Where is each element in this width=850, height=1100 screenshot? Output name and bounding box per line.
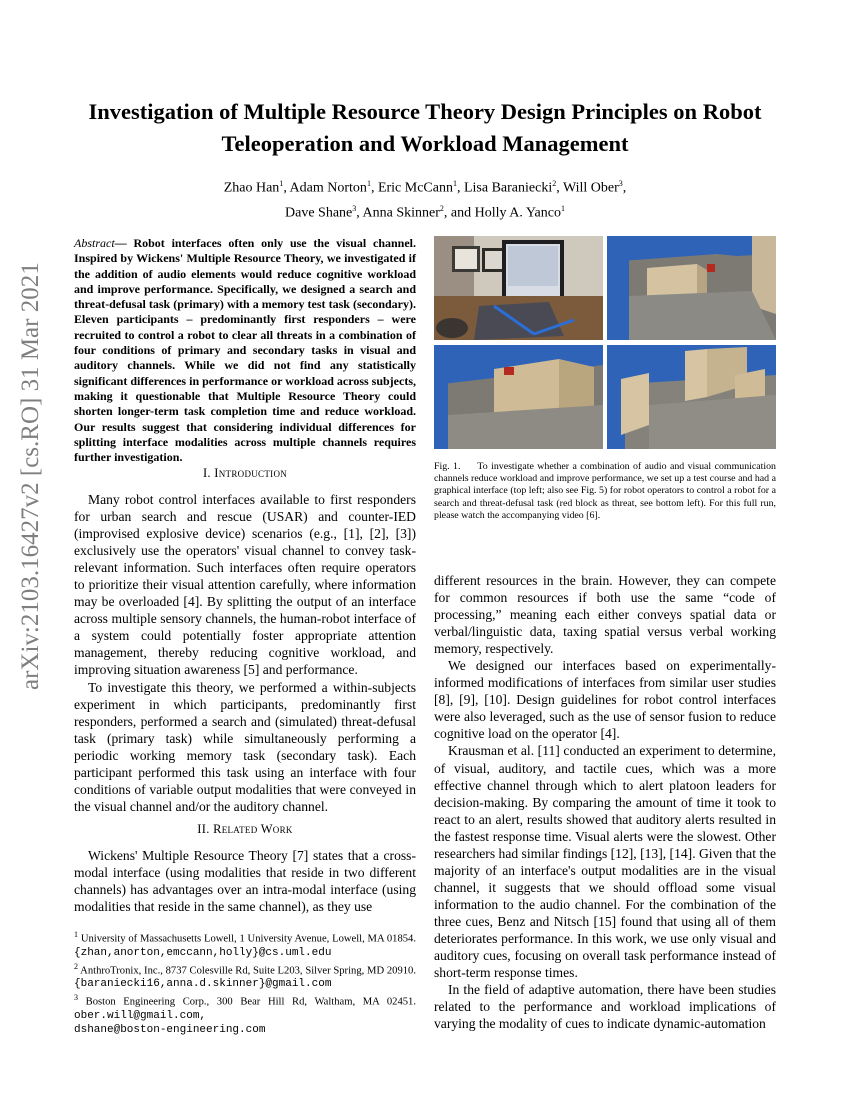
- abstract-label: Abstract: [74, 236, 115, 250]
- author-affiliation-mark: 1: [452, 179, 457, 188]
- introduction-body: [74, 491, 416, 815]
- footnote-email: dshane@boston-engineering.com: [74, 1023, 266, 1036]
- photo-test-course-bottom: [607, 345, 776, 449]
- paragraph: Krausman et al. [11] conducted an experiment to determine, of visual, auditory, and tactile cues, which was a more effective channel through which to alert platoon leaders for decision-making. By comparing the amount of time it took to react to an alert, results showed that auditory alerts resulted in the fastest response time. Visual alerts were the slowest. Other researchers had similar findings [12], [13], [14]. Given that the majority of an interface's output modalities are in the visual channel, it suggests that we should offload some visual information to the audio channel. For the combination of the three cues, Benz and Nitsch [15] found that using all of them deteriorates performance. In this work, we use only visual and auditory cues, focusing on overall task performance instead of short-term response times.: [434, 743, 777, 981]
- author-name: Dave Shane: [285, 205, 353, 221]
- footnote-1: $^1$ University of Massachusetts Lowell, 1 University Avenue, Lowell, MA 01854. {zhan,anorton,emccann,holly}@cs.uml.edu: [74, 930, 416, 959]
- course-walls-illustration: [607, 345, 776, 449]
- paragraph: In the field of adaptive automation, there have been studies related to the performance and workload implications of varying the modality of cues to indicate dynamic-automation: [434, 982, 776, 1032]
- footnote-3: $^3$ Boston Engineering Corp., 300 Bear Hill Rd, Waltham, MA 02451. ober.will@gmail.com, dshane@boston-engineering.com: [74, 993, 416, 1036]
- author-affiliation-mark: 1: [279, 179, 284, 188]
- author-affiliation-mark: 1: [560, 203, 565, 213]
- paragraph: Wickens' Multiple Resource Theory [7] states that a cross-modal interface (using modalities that reside in two different channels) has advantages over an intra-modal interface (using modalities that reside in the same channel), as they use: [74, 848, 416, 915]
- paragraph: We designed our interfaces based on experimentally-informed modifications of interfaces from similar user studies [8], [9], [10]. Design guidelines for robot control interfaces were also leveraged, such as the use of sensor fusion to reduce cognitive load on the operator [4].: [434, 658, 776, 742]
- author-name: Holly A. Yanco: [474, 205, 561, 221]
- threat-area-illustration: [434, 345, 603, 449]
- author-affiliation-mark: 3: [352, 203, 357, 213]
- footnote-2: $^2$ AnthroTronix, Inc., 8737 Colesville Rd, Suite L203, Silver Spring, MD 20910. {baraniecki16,anna.d.skinner}@gmail.com: [74, 961, 416, 991]
- author-name: Zhao Han: [223, 180, 280, 196]
- author-affiliation-mark: 3: [618, 179, 623, 188]
- abstract-text: — Robot interfaces often only use the visual channel. Inspired by Wickens' Multiple Resource Theory, we investigated if the addition of audio elements would reduce cognitive workload and improve performance. Specifically, we designed a search and threat-defusal task (primary) with a memory test task (secondary). Eleven participants – predominantly first responders – were recruited to control a robot to clear all threats in a combination of four conditions of primary and secondary tasks in visual and auditory channels. While we did not find any statistically significant differences in performance or workload across subjects, making it questionable that Multiple Resource Theory could shorten longer-term task completion time and reduce workload. Our results suggest that considering individual differences for splitting interface modalities across multiple channels requires further investigation.: [74, 236, 416, 465]
- section-title: Introduction: [214, 466, 288, 480]
- author-affiliation-mark: 1: [366, 179, 371, 188]
- author-name: Eric McCann: [377, 180, 453, 196]
- title-line-2: Teleoperation and Workload Management: [221, 131, 629, 156]
- arxiv-identifier-stamp: arXiv:2103.16427v2 [cs.RO] 31 Mar 2021: [17, 262, 44, 690]
- section-heading-introduction: [74, 466, 416, 481]
- section-heading-related-work: [74, 822, 416, 837]
- author-name: Adam Norton: [289, 180, 367, 196]
- related-work-body: [74, 847, 416, 915]
- related-work-body-continued: [434, 572, 776, 1032]
- paragraph: different resources in the brain. However, they can compete for common resources if both use the same “code of processing,” meaning each either conveys spatial data or verbal/linguistic data, taxing spatial versus verbal working memory, respectively.: [434, 573, 776, 657]
- author-name: Lisa Baraniecki: [463, 180, 553, 196]
- paragraph: Many robot control interfaces available to first responders for urban search and rescue (USAR) and counter-IED (improvised explosive device) scenarios (e.g., [1], [2], [3]) exclusively use the operators' visual channel to convey task-relevant information. Such interfaces often require operators to prioritize their visual attention carefully, where information may be overloaded [4]. By splitting the output of an interface across multiple sensory channels, the human-robot interface of a system could potentially foster appropriate attention management, thereby reducing cognitive workload, and improving situation awareness [5] and performance.: [74, 492, 416, 678]
- photo-operator-interface: [434, 236, 603, 340]
- author-name: Anna Skinner: [362, 205, 440, 221]
- author-line-2: Dave Shane$^3$, Anna Skinner$^2$, and Holly A. Yanco$^1$: [285, 203, 565, 221]
- figure-1-caption: [434, 461, 776, 522]
- figure-caption-label: Fig. 1.: [434, 461, 461, 472]
- photo-test-course-top: [607, 236, 776, 340]
- figure-1-photo-grid: [434, 236, 776, 449]
- section-number: II.: [197, 822, 210, 836]
- figure-caption-text: To investigate whether a combination of audio and visual communication channels reduce workload and improve performance, we set up a test course and had a graphical interface (top left; also see Fig. 5) for robot operators to control a robot for a search and threat-defusal task (red block as threat, see bottom left). For this full run, please watch the accompanying video [6].: [434, 461, 776, 521]
- operator-desk-illustration: [434, 236, 603, 340]
- paragraph: To investigate this theory, we performed a within-subjects experiment in which participants, predominantly first responders, performed a search and (simulated) threat-defusal task (primary task) while simultaneously performing a periodic working memory task (secondary task). Each participant performed this task using an interface with four conditions of variable output modalities that were conveyed in the visual channel and/or the auditory channel.: [74, 679, 416, 814]
- test-course-illustration: [607, 236, 776, 340]
- section-title: Related Work: [213, 822, 293, 836]
- footnotes: [74, 928, 416, 1037]
- author-affiliation-mark: 2: [552, 179, 557, 188]
- section-number: I.: [202, 466, 211, 480]
- author-affiliation-mark: 2: [439, 203, 444, 213]
- footnote-email: {baraniecki16,anna.d.skinner}@gmail.com: [74, 978, 332, 991]
- abstract: [74, 236, 416, 465]
- footnote-email: ober.will@gmail.com,: [74, 1009, 207, 1022]
- paper-title: [60, 96, 790, 160]
- title-line-1: Investigation of Multiple Resource Theory Design Principles on Robot: [88, 99, 762, 124]
- photo-threat-block: [434, 345, 603, 449]
- author-list: [60, 174, 790, 223]
- author-line-1: Zhao Han$^1$, Adam Norton$^1$, Eric McCann$^1$, Lisa Baraniecki$^2$, Will Ober$^3$,: [223, 179, 627, 196]
- author-name: Will Ober: [562, 180, 619, 196]
- footnote-email: {zhan,anorton,emccann,holly}@cs.uml.edu: [74, 946, 332, 959]
